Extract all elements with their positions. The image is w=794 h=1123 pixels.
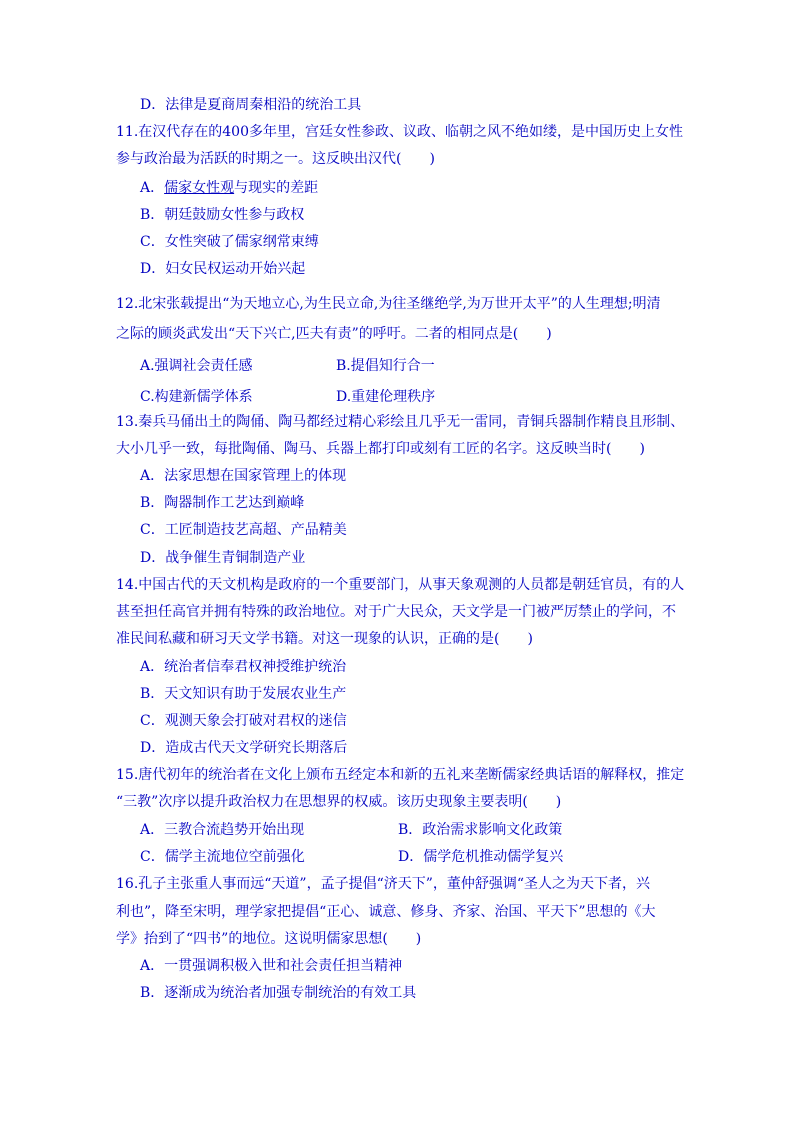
q14-option-a: A．统治者信奉君权神授维护统治 <box>140 659 347 675</box>
q13-option-c: C．工匠制造技艺高超、产品精美 <box>140 522 347 538</box>
q16-stem-line-3: 学》抬到了“四书”的地位。这说明儒家思想( ) <box>116 931 422 947</box>
q13-stem-line-1: 13.秦兵马俑出土的陶俑、陶马都经过精心彩绘且几乎无一雷同，青铜兵器制作精良且形制、 <box>116 414 685 430</box>
q11-option-c: C．女性突破了儒家纲常束缚 <box>140 234 319 250</box>
q13-option-b: B．陶器制作工艺达到巅峰 <box>140 495 305 511</box>
q14-stem-line-1: 14.中国古代的天文机构是政府的一个重要部门，从事天象观测的人员都是朝廷官员，有的人 <box>116 577 685 593</box>
q12-option-c: C.构建新儒学体系 <box>140 389 253 405</box>
q11-option-b: B．朝廷鼓励女性参与政权 <box>140 207 305 223</box>
q11-stem-line-2: 参与政治最为活跃的时期之一。这反映出汉代( ) <box>116 151 435 167</box>
q16-stem-line-2: 利也”，降至宋明，理学家把提倡“正心、诚意、修身、齐家、治国、平天下”思想的《大 <box>116 904 656 920</box>
q15-option-d: D．儒学危机推动儒学复兴 <box>398 849 564 865</box>
q11-option-d: D．妇女民权运动开始兴起 <box>140 261 306 277</box>
q13-option-a: A．法家思想在国家管理上的体现 <box>140 468 347 484</box>
q12-option-b: B.提倡知行合一 <box>336 358 435 374</box>
q11-option-a <box>140 179 318 197</box>
q15-stem-line-1: 15.唐代初年的统治者在文化上颁布五经定本和新的五礼来垄断儒家经典话语的解释权，推定 <box>116 767 685 783</box>
q14-stem-line-2: 甚至担任高官并拥有特殊的政治地位。对于广大民众，天文学是一门被严厉禁止的学问，不 <box>116 604 676 620</box>
q13-option-d: D．战争催生青铜制造产业 <box>140 550 306 566</box>
q15-option-b: B．政治需求影响文化政策 <box>398 822 563 838</box>
q15-option-c: C．儒学主流地位空前强化 <box>140 849 305 865</box>
q12-stem-line-2: 之际的顾炎武发出“天下兴亡,匹夫有责”的呼吁。二者的相同点是( ) <box>116 326 552 342</box>
option-text: 与现实的差距 <box>234 180 319 196</box>
q15-stem-line-2: “三教”次序以提升政治权力在思想界的权威。该历史现象主要表明( ) <box>116 794 562 810</box>
q12-stem-line-1: 12.北宋张载提出“为天地立心,为生民立命,为往圣继绝学,为万世开太平”的人生理想;明清 <box>116 296 661 312</box>
underlined-term: 儒家女性观 <box>164 180 235 196</box>
option-letter: A． <box>140 180 165 196</box>
q16-stem-line-1: 16.孔子主张重人事而远“天道”，孟子提倡“济天下”，董仲舒强调“圣人之为天下者，兴 <box>116 876 651 892</box>
q13-stem-line-2: 大小几乎一致，每批陶俑、陶马、兵器上都打印或刻有工匠的名字。这反映当时( ) <box>116 441 645 457</box>
q10-option-d: D．法律是夏商周秦相沿的统治工具 <box>140 97 362 113</box>
q16-option-b: B．逐渐成为统治者加强专制统治的有效工具 <box>140 985 417 1001</box>
q12-option-d: D.重建伦理秩序 <box>336 389 436 405</box>
q14-option-d: D．造成古代天文学研究长期落后 <box>140 740 348 756</box>
q11-stem-line-1: 11.在汉代存在的400多年里，宫廷女性参政、议政、临朝之风不绝如缕，是中国历史上女性 <box>116 124 683 140</box>
q14-option-b: B．天文知识有助于发展农业生产 <box>140 686 347 702</box>
q14-stem-line-3: 准民间私藏和研习天文学书籍。对这一现象的认识，正确的是( ) <box>116 631 533 647</box>
q16-option-a: A．一贯强调积极入世和社会责任担当精神 <box>140 958 403 974</box>
q14-option-c: C．观测天象会打破对君权的迷信 <box>140 713 347 729</box>
q15-option-a: A．三教合流趋势开始出现 <box>140 822 305 838</box>
q12-option-a: A.强调社会责任感 <box>140 358 253 374</box>
